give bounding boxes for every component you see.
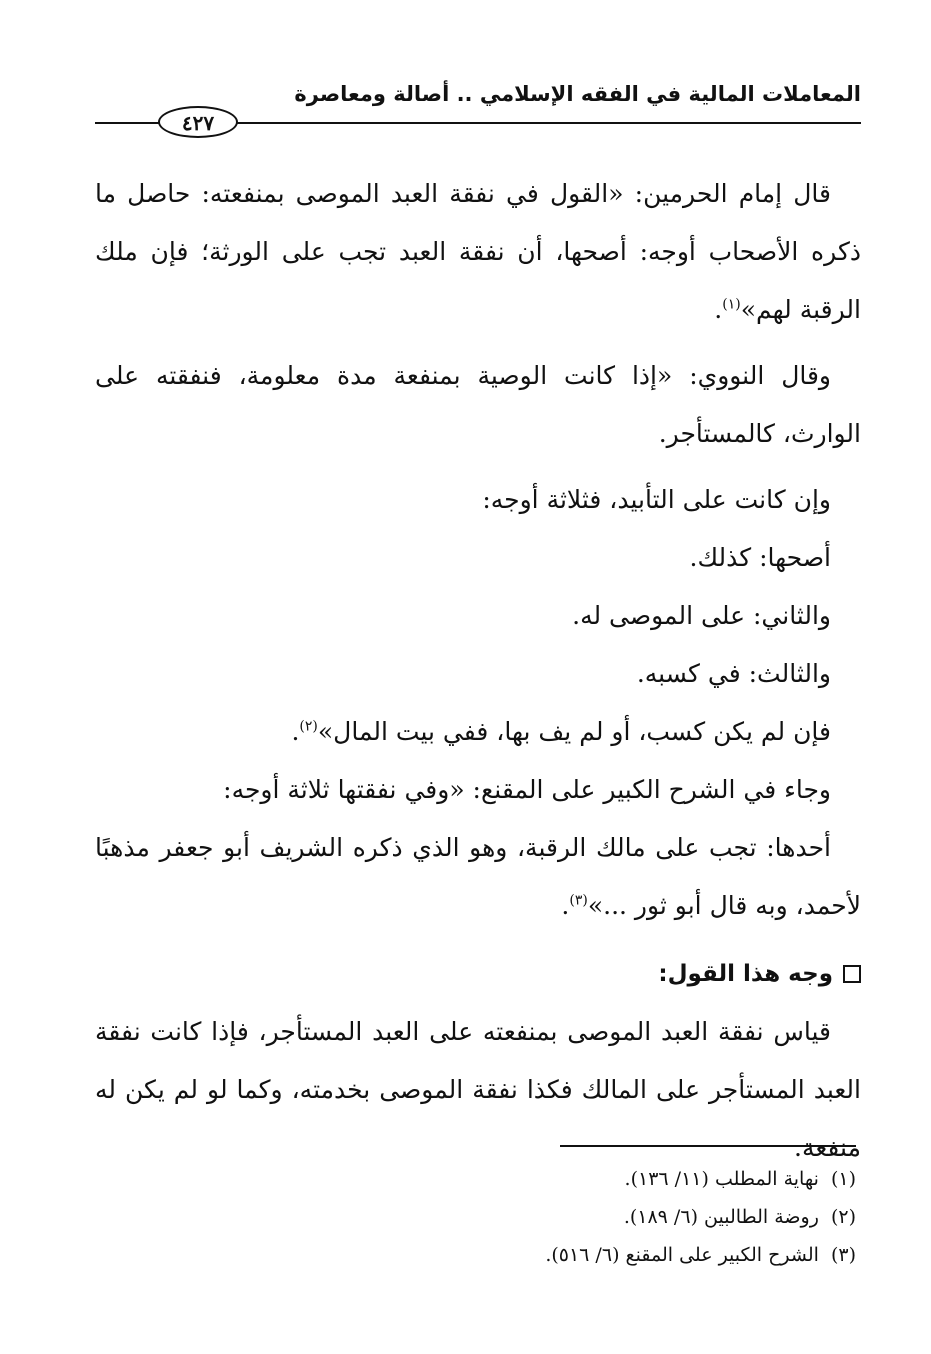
paragraph-text: قال إمام الحرمين: «القول في نفقة العبد الموصى بمنفعته: حاصل ما ذكره الأصحاب أوجه: أصحها، أن نفقة العبد تجب على الورثة؛ فإن ملك الرقبة لهم» (95, 179, 861, 324)
paragraph-text: وقال النووي: «إذا كانت الوصية بمنفعة مدة معلومة، فنفقته على الوارث، كالمستأجر. (95, 361, 861, 448)
footnote-ref: (١) (722, 296, 741, 313)
paragraph-first-opinion (95, 819, 861, 935)
paragraph-second-view (95, 587, 861, 645)
paragraph-qiyas (95, 1003, 861, 1177)
footnote-number: (١) (830, 1168, 856, 1190)
paragraph-tail: . (291, 717, 300, 746)
section-heading-text: وجه هذا القول: (658, 961, 833, 987)
paragraph-tail: . (714, 295, 723, 324)
paragraph-tail: . (561, 891, 570, 920)
running-header-title: المعاملات المالية في الفقه الإسلامي .. أصالة ومعاصرة (294, 82, 861, 106)
paragraph-imam-haramayn (95, 165, 861, 339)
footnote-number: (٣) (830, 1244, 856, 1266)
footnote-text: نهاية المطلب (١١/ ١٣٦). (624, 1168, 819, 1190)
paragraph-text: وجاء في الشرح الكبير على المقنع: «وفي نفقتها ثلاثة أوجه: (223, 775, 831, 804)
paragraph-sharh-kabir (95, 761, 861, 819)
paragraph-nawawi (95, 347, 861, 463)
paragraph-text: والثاني: على الموصى له. (572, 601, 831, 630)
footnote-ref: (٣) (569, 892, 588, 909)
footnote-item (95, 1160, 856, 1198)
main-text (95, 165, 861, 1177)
checkbox-icon (843, 965, 861, 983)
paragraph-bayt-al-mal (95, 703, 861, 761)
footnote-item (95, 1236, 856, 1274)
footnote-rule (560, 1145, 856, 1147)
paragraph-third-view (95, 645, 861, 703)
paragraph-tabid (95, 471, 861, 529)
paragraph-text: والثالث: في كسبه. (636, 659, 831, 688)
paragraph-text: أحدها: تجب على مالك الرقبة، وهو الذي ذكره الشريف أبو جعفر مذهبًا لأحمد، وبه قال أبو ثور ...» (95, 833, 861, 920)
paragraph-text: أصحها: كذلك. (689, 543, 831, 572)
paragraph-text: فإن لم يكن كسب، أو لم يف بها، ففي بيت المال» (317, 717, 831, 746)
section-heading (95, 945, 861, 1003)
footnote-ref: (٢) (299, 718, 318, 735)
paragraph-first-view (95, 529, 861, 587)
paragraph-text: وإن كانت على التأبيد، فثلاثة أوجه: (482, 485, 831, 514)
footnote-number: (٢) (830, 1206, 856, 1228)
paragraph-text: قياس نفقة العبد الموصى بمنفعته على العبد المستأجر، فإذا كانت نفقة العبد المستأجر على المالك فكذا نفقة الموصى بخدمته، وكما لو لم يكن له منفعة. (95, 1017, 861, 1162)
footnote-text: الشرح الكبير على المقنع (٦/ ٥١٦). (545, 1244, 819, 1266)
footnote-item (95, 1198, 856, 1236)
page-number-badge: ٤٢٧ (158, 106, 238, 138)
footnotes (95, 1160, 856, 1274)
footnote-text: روضة الطالبين (٦/ ١٨٩). (623, 1206, 819, 1228)
